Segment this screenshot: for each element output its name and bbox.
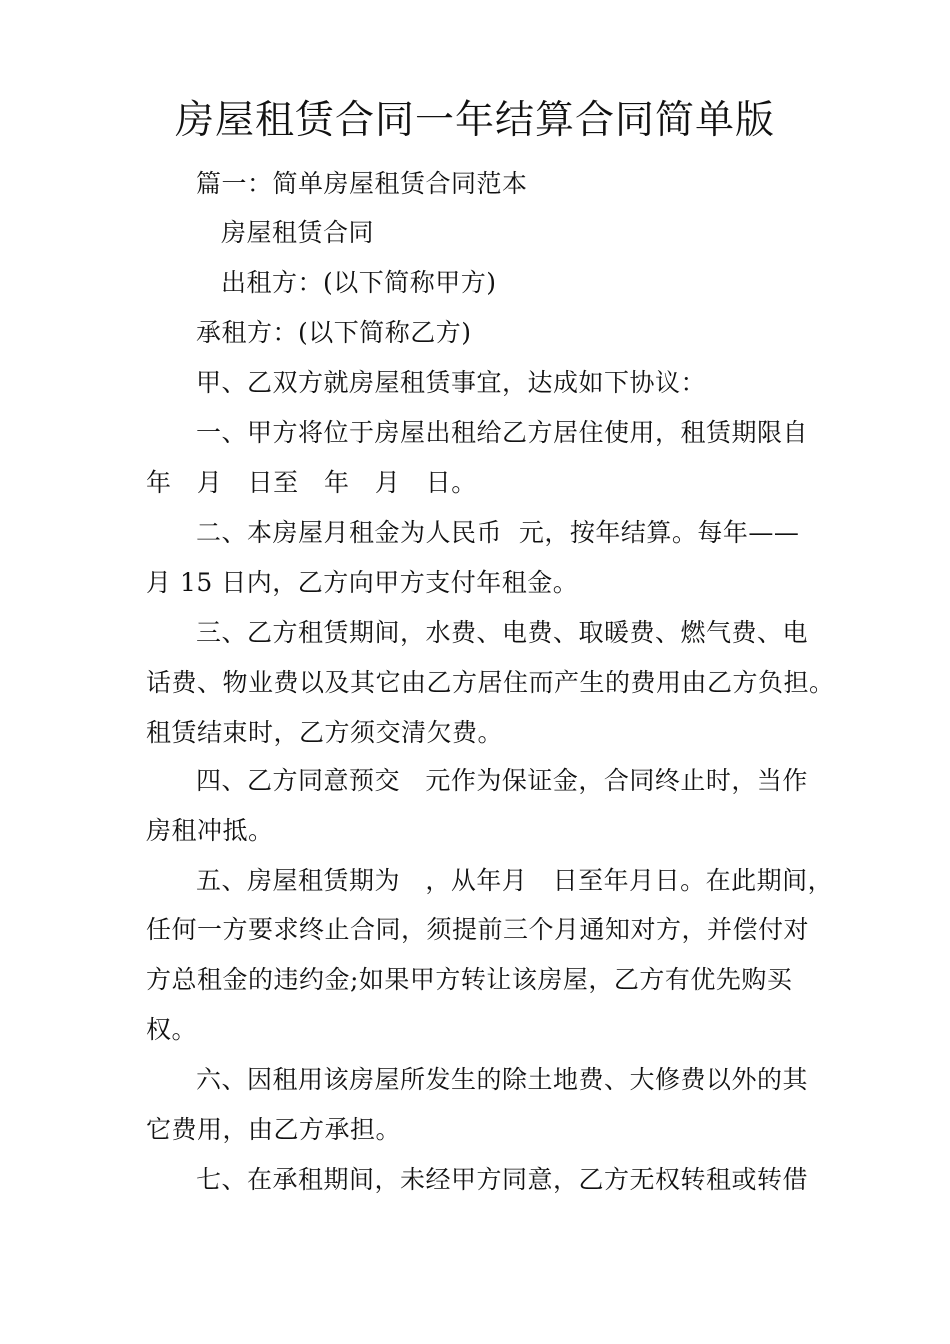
text-line: 权。	[146, 1015, 198, 1044]
text-line: 篇一：简单房屋租赁合同范本	[196, 169, 528, 198]
text-line: 五、房屋租赁期为 ，从年月 日至年月日。在此期间，	[196, 866, 834, 895]
text-line: 七、在承租期间，未经甲方同意，乙方无权转租或转借	[196, 1165, 809, 1194]
text-line: 出租方：(以下简称甲方)	[221, 268, 497, 297]
text-line: 方总租金的违约金;如果甲方转让该房屋，乙方有优先购买	[146, 965, 793, 994]
text-line: 甲、乙双方就房屋租赁事宜，达成如下协议：	[196, 368, 707, 397]
text-line: 月 15 日内，乙方向甲方支付年租金。	[146, 568, 579, 597]
text-line: 一、甲方将位于房屋出租给乙方居住使用，租赁期限自	[196, 418, 809, 447]
document-title: 房屋租赁合同一年结算合同简单版	[174, 98, 775, 143]
text-line: 四、乙方同意预交 元作为保证金，合同终止时，当作	[196, 766, 808, 795]
text-line: 三、乙方租赁期间，水费、电费、取暖费、燃气费、电	[196, 618, 809, 647]
text-line: 六、因租用该房屋所发生的除土地费、大修费以外的其	[196, 1065, 809, 1094]
text-line: 房屋租赁合同	[221, 218, 375, 247]
text-line: 承租方：(以下简称乙方)	[196, 318, 472, 347]
text-line: 话费、物业费以及其它由乙方居住而产生的费用由乙方负担。	[146, 668, 835, 697]
text-line: 年 月 日至 年 月 日。	[146, 468, 477, 497]
text-line: 二、本房屋月租金为人民币 元，按年结算。每年——	[196, 518, 800, 547]
text-line: 它费用，由乙方承担。	[146, 1115, 402, 1144]
text-line: 房租冲抵。	[146, 816, 274, 845]
text-line: 任何一方要求终止合同，须提前三个月通知对方，并偿付对	[146, 915, 810, 944]
text-line: 租赁结束时，乙方须交清欠费。	[146, 718, 504, 747]
